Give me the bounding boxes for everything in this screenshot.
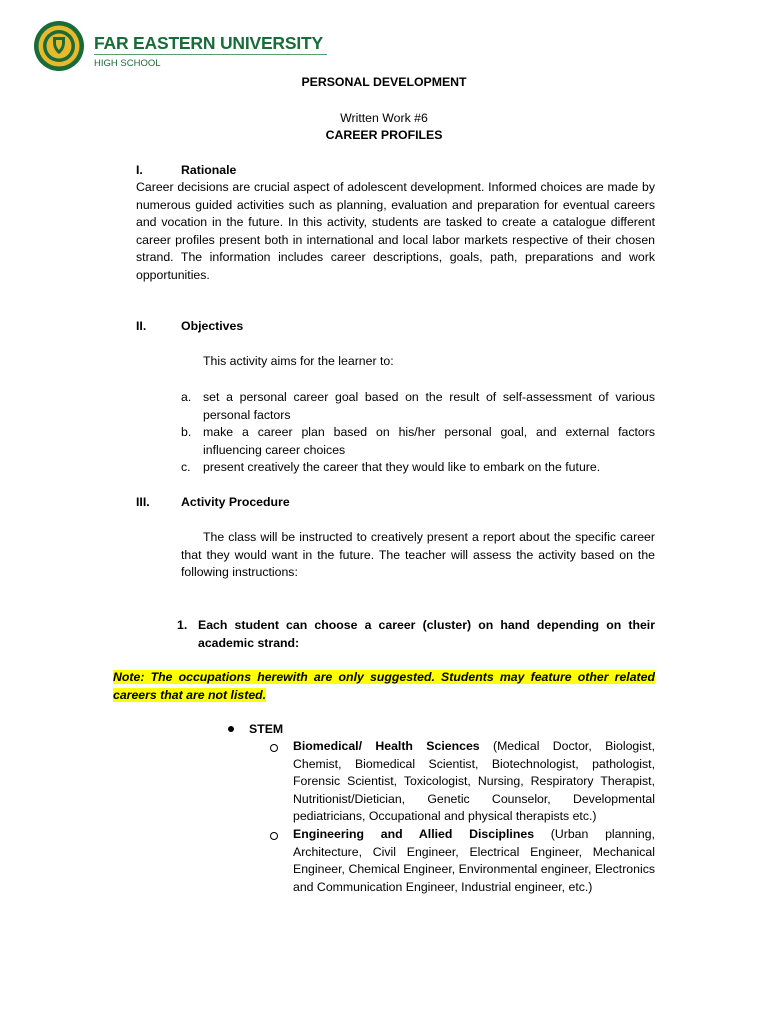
procedure-intro: The class will be instructed to creatively present a report about the specific career that they would want in the future. The teacher will assess the activity based on the following instructions: [181,530,655,580]
section-title-rationale: Rationale [181,163,237,177]
cluster-detail: (Medical Doctor, Biologist, Chemist, Biomedical Scientist, Biotechnologist, pathologist, Forensic Scientist, Toxicologist, Nursing, Respiratory Therapist, Nutritionist/Dietician, Genetic Counselor, Developmental pediatricians, Occupational and physical therapists etc.) [293,739,655,824]
section-title-objectives: Objectives [181,319,244,333]
objective-item: present creatively the career that they would like to embark on the future. [203,460,601,474]
cluster-detail: (Urban planning, Architecture, Civil Engineer, Electrical Engineer, Mechanical Engineer, Chemical Engineer, Environmental engineer, Electronics and Communication Engineer, Industrial engineer, etc.) [293,827,655,894]
section-number-rationale: I. [136,163,143,177]
rationale-text: Career decisions are crucial aspect of adolescent development. Informed choices are made by numerous guided activities such as planning, evaluation and preparation for eventual careers and vocation in the future. In this activity, students are tasked to create a catalogue different career profiles present both in international and local labor markets respective of their chosen strand. The information includes career descriptions, goals, path, preparations and work opportunities. [136,180,655,282]
objective-marker: c. [181,460,191,474]
cluster-name: Engineering and Allied Disciplines [293,827,535,841]
section-number-procedure: III. [136,495,150,509]
cluster-name: Biomedical/ Health Sciences [293,739,480,753]
doc-title: CAREER PROFILES [325,128,443,142]
objective-item: set a personal career goal based on the result of self-assessment of various personal factors [203,390,655,422]
feu-seal-logo [33,20,85,72]
objectives-intro: This activity aims for the learner to: [203,354,394,368]
cluster-item [293,826,655,896]
cluster-item [293,738,655,826]
work-number: Written Work #6 [340,111,428,125]
section-number-objectives: II. [136,319,147,333]
objective-item: make a career plan based on his/her personal goal, and external factors influencing career choices [203,425,655,457]
circle-bullet-icon [270,744,278,752]
university-name: FAR EASTERN UNIVERSITY [94,33,323,53]
bullet-icon [228,726,234,732]
school-name: HIGH SCHOOL [94,58,161,69]
step-marker: 1. [177,618,188,632]
strand-label-stem: STEM [249,722,284,736]
step-text: Each student can choose a career (cluster) on hand depending on their academic strand: [198,618,655,650]
objective-marker: a. [181,390,192,404]
header-divider [94,54,327,55]
subject-title: PERSONAL DEVELOPMENT [301,75,467,89]
circle-bullet-icon [270,832,278,840]
objective-marker: b. [181,425,192,439]
school-header [33,20,323,72]
note-text: Note: The occupations herewith are only suggested. Students may feature other related careers that are not listed. [113,670,655,702]
note-box [113,669,655,704]
section-title-procedure: Activity Procedure [181,495,290,509]
